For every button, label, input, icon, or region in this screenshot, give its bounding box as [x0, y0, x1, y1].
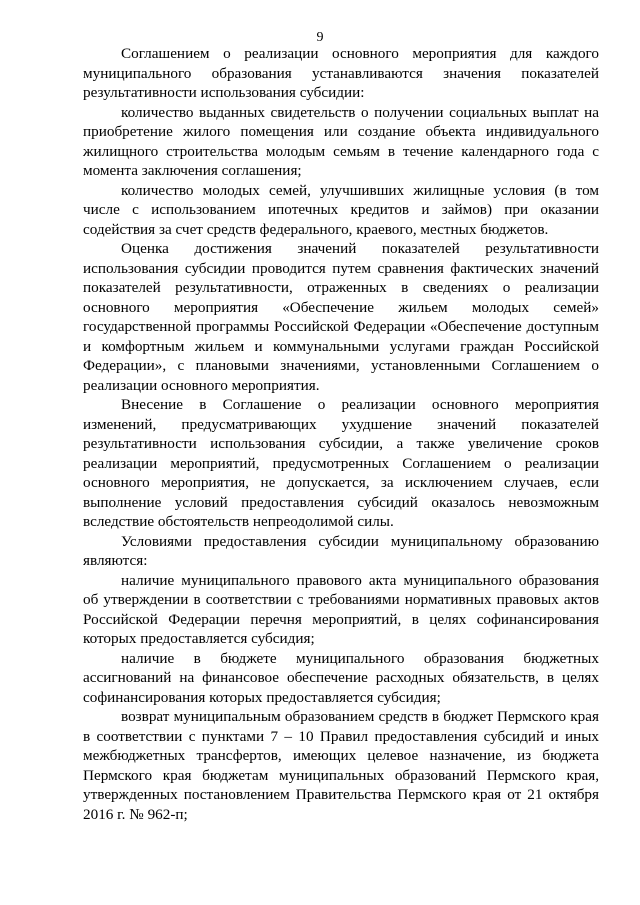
document-body [83, 44, 599, 824]
paragraph-agreement-indicators: Соглашением о реализации основного мероприятия для каждого муниципального образования устанавливаются значения показателей результативности использования субсидии: [83, 45, 599, 101]
paragraph-amendments: Внесение в Соглашение о реализации основного мероприятия изменений, предусматривающих ухудшение значений показателей результативности использования субсидии, а также увеличение сроков реализации мероприятий, предусмотренных Соглашением о реализации основного мероприятия, не допускается, за исключением случаев, если выполнение условий предоставления субсидий оказалось невозможным вследствие обстоятельств непреодолимой силы. [83, 396, 599, 530]
paragraph-condition-legal-act: наличие муниципального правового акта муниципального образования об утверждении в соответствии с требованиями нормативных правовых актов Российской Федерации перечня мероприятий, в целях софинансирования которых предоставляется субсидия; [83, 571, 599, 647]
paragraph-condition-refund: возврат муниципальным образованием средств в бюджет Пермского края в соответствии с пунктами 7 – 10 Правил предоставления субсидий и иных межбюджетных трансфертов, имеющих целевое назначение, из бюджета Пермского края бюджетам муниципальных образований Пермского края, утвержденных постановлением Правительства Пермского края от 21 октября 2016 г. № 962-п; [83, 708, 599, 823]
paragraph-assessment: Оценка достижения значений показателей результативности использования субсидии проводится путем сравнения фактических значений показателей результативности, отраженных в сведениях о реализации основного мероприятия «Обеспечение жильем молодых семей» государственной программы Российской Федерации «Обеспечение доступным и комфортным жильем и коммунальными услугами граждан Российской Федерации», с плановыми значениями, установленными Соглашением о реализации основного мероприятия. [83, 240, 599, 394]
paragraph-certificates-count: количество выданных свидетельств о получении социальных выплат на приобретение жилого помещения или создание объекта индивидуального жилищного строительства молодым семьям в течение календарного года с момента заключения соглашения; [83, 103, 599, 179]
paragraph-condition-budget: наличие в бюджете муниципального образования бюджетных ассигнований на финансовое обеспечение расходных обязательств, в целях софинансирования которых предоставляется субсидия; [83, 649, 599, 706]
paragraph-families-count: количество молодых семей, улучшивших жилищные условия (в том числе с использованием ипотечных кредитов и займов) при оказании содействия за счет средств федерального, краевого, местных бюджетов. [83, 181, 599, 238]
paragraph-conditions-heading: Условиями предоставления субсидии муниципальному образованию являются: [83, 532, 599, 569]
page-number: 9 [316, 30, 324, 45]
